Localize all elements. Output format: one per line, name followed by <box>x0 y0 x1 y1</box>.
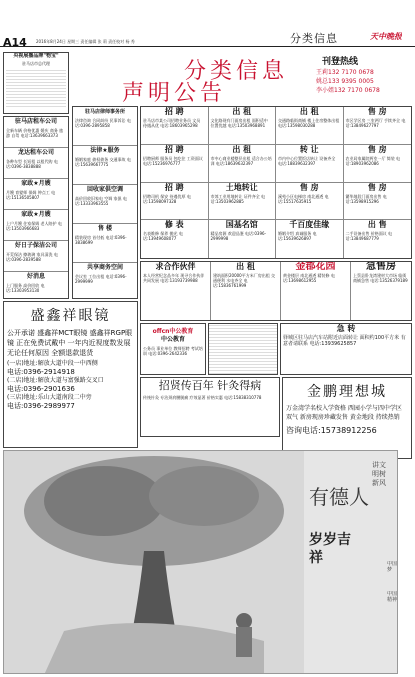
row5-ad-body: 上蔡县卧龙湾建材大市场 临街商铺急售 电话:13526379189 <box>353 273 408 283</box>
grid-ad-body: 招聘司机 保安 待遇优厚 电话:13598097328 <box>143 193 191 204</box>
mid-ad-body: 法律咨询 合同纠纷 民事诉讼 电话:0396-2895858 <box>75 118 131 128</box>
branch-1-phone: 电话:0396-2914918 <box>7 368 75 376</box>
left-ad-body: 月嫂 育婴师 保姆 钟点工 电话:15136505807 <box>6 190 56 200</box>
grid-ad-title: 出 售 <box>367 220 387 230</box>
promo-title: 央视展播品牌"物宝" <box>13 53 59 59</box>
phone-2: 姚总133 9395 0005 <box>316 78 374 85</box>
date-line: 2016年8月24日 星期三 责任编辑 张 莉 责任校对 杨 秀 <box>36 39 135 44</box>
mid-left-column <box>72 106 138 299</box>
left-ad-title: 好日子保洁公司 <box>14 242 57 249</box>
phone-1: 王莉132 7170 0678 <box>316 69 374 76</box>
mid-ad-title: 回收家俱空调 <box>86 186 123 193</box>
promo-subtitle: 驻马店市总代理 <box>22 61 50 66</box>
tree-artwork <box>4 451 304 674</box>
left-ad-body: 上门服务 高价回收 电话:13303953130 <box>6 283 45 293</box>
row5-ad-title: 急售房 <box>366 261 396 272</box>
mid-ad-body: 高价回收旧家电 空调 家俱 电话:13333963555 <box>75 196 127 206</box>
offcn-logo: offcn中公教育 <box>152 328 194 335</box>
grid-ad <box>276 107 344 145</box>
grid-ad-body: 二手设备出售 价格面议 电话:13849687779 <box>345 231 393 242</box>
grid-ad-title: 售 房 <box>367 107 387 116</box>
mid-ad-title: 法律★服务 <box>90 147 120 154</box>
left-ad-body: 上户月嫂 住家保姆 老人陪护 电话:13503966683 <box>6 221 62 231</box>
grid-ad-body: 交通路临街商铺 楼上住房整体出租 电话:13598030288 <box>278 118 340 128</box>
row5-ad-body: 黄金楼层 南北通透 精装修 电话:13698612955 <box>283 273 335 283</box>
grid-ad-body: 市中心商业楼整层出租 适合办公培训 电话:18639632397 <box>210 155 272 166</box>
grid-ad-body: 婚姻介绍 真诚服务 电话:15639626897 <box>278 231 317 242</box>
left-ad <box>4 117 68 148</box>
grid-ad <box>276 183 344 221</box>
grid-ad-body: 溪苑小区电梯房 南北通透 电话:15517635915 <box>278 193 329 204</box>
art-side-small2: 中国精神 <box>387 591 397 603</box>
grid-ad-body: 繁华地段门面房出售 电话:13598915296 <box>345 193 387 204</box>
glasses-body: 公开承诺 盛鑫祥MCT眼镜 盛鑫祥RGP眼镜 正在免费试戴中 一年内近视度数发展无论任何原因 全额退款退货 <box>7 329 133 357</box>
grid-ad-body: 农业局家属院两室一厅 简装 电话:18903962086 <box>345 155 401 166</box>
grid-ad <box>209 145 277 183</box>
real-estate-phone: 15738912256 <box>320 426 377 435</box>
left-column <box>3 116 69 299</box>
row5-ad <box>281 262 351 320</box>
left-ad-title: 好消息 <box>26 273 45 280</box>
section-number: A14 <box>3 36 27 46</box>
grid-ad <box>344 107 412 145</box>
art-image <box>3 450 398 674</box>
left-ad-body: 开荒保洁 擦玻璃 家具清洗 电话:0396-2839588 <box>6 252 58 262</box>
left-ad-title: 驻马店租车公司 <box>14 118 57 125</box>
art-side-small: 中国梦 <box>387 561 397 573</box>
mid-ad-title: 共享商务空间 <box>86 264 123 271</box>
header-rule <box>0 46 415 47</box>
grid-ad <box>209 183 277 221</box>
grid-ad-body: 精品房源 欢迎品鉴 电话:0396-2999998 <box>210 231 267 242</box>
left-ad-body: 各种车型 长短租 以租代购 电话:0396-3838888 <box>6 159 58 169</box>
grid-ad <box>209 220 277 258</box>
branch-3: (三店)地址:乐山大道南段二中旁 <box>7 394 92 401</box>
grid-ad <box>344 145 412 183</box>
real-estate-title: 金鹏理想城 <box>307 384 387 400</box>
grid-ad-title: 土地转让 <box>225 182 258 192</box>
glasses-ad <box>3 301 138 448</box>
real-estate-body: 万金湾学名校入学资格 西园小学与四中学区 双气 新房现房珍藏发售 黄金地段 持续热销 <box>286 405 402 421</box>
offcn-title: 中公教育 <box>160 336 185 343</box>
grid-ad <box>141 107 209 145</box>
grid-ad-body: 名表维修 保养 抛光 电话:13949608077 <box>143 231 183 242</box>
left-ad <box>4 241 68 272</box>
offcn-ad <box>140 323 206 375</box>
grid-ad <box>276 145 344 183</box>
mid-ad <box>73 185 137 224</box>
grid-ad <box>344 220 412 258</box>
row5-ad <box>351 262 411 320</box>
grid-ad-title: 招 聘 <box>164 107 184 116</box>
branch-1: (一店)地址:解放大道中段一中西侧 <box>7 360 98 367</box>
left-ad <box>4 272 68 299</box>
row5-ad-body: 建筑面积20000平方米厂房出租 交通便利 水电齐全 电话:15836761999 <box>213 273 275 288</box>
row5-ad-body: 本人经营纪念品多年 现寻合作伙伴 共同发展 电话:13193739988 <box>143 273 205 283</box>
glasses-title: 盛鑫祥眼镜 <box>30 308 111 324</box>
row5 <box>140 261 412 321</box>
grid-ad-body: 文化路现有门面房出租 面积适中 位置优越 电话:13503968891 <box>210 118 268 128</box>
grid-ad-title: 售 房 <box>367 144 387 154</box>
banner-line1: 分类信息 <box>184 59 289 84</box>
grid-ad-title: 修 表 <box>164 220 184 230</box>
grid-ad-body: 市郊工业用地转让 证件齐全 电话:13503962885 <box>210 193 266 204</box>
left-ad <box>4 210 68 241</box>
left-ad-title: 龙达租车公司 <box>17 149 54 156</box>
grid-ad-body: 市区学区房 三室两厅 手续齐全 电话:13849627797 <box>345 118 406 128</box>
left-ad-body: 全新车辆 价格优惠 婚庆 商务 旅游 自驾 电话:13639663373 <box>6 128 64 138</box>
row5-ad-title: 金郡花园 <box>295 261 336 272</box>
transfer-title: 急 转 <box>336 324 356 333</box>
grid-ad-title: 出 租 <box>232 144 252 154</box>
promo-text-block <box>6 69 66 107</box>
brand-promo <box>3 52 69 114</box>
grid-ad-title: 出 租 <box>232 107 252 116</box>
classified-grid <box>140 106 412 259</box>
notice-ad <box>140 377 280 437</box>
grid-ad-title: 转 让 <box>299 144 319 154</box>
offcn-body: 公务员 事业单位 教师招聘 考试培训 电话:0396-2642336 <box>143 346 203 356</box>
branch-3-phone: 电话:0396-2989977 <box>7 402 75 410</box>
mid-small-ad <box>208 323 278 375</box>
mid-ad <box>73 224 137 263</box>
newspaper-logo: 天中晚报 <box>370 32 402 41</box>
phone-label: 刊登热线 <box>322 57 359 67</box>
row5-ad <box>141 262 211 320</box>
banner <box>72 52 412 104</box>
row5-ad-title: 求合作伙伴 <box>155 262 196 271</box>
mid-ad-title: 售 楼 <box>97 225 113 232</box>
mid-ad-body: 会议室 工位出租 电话:0396-2999999 <box>75 274 127 284</box>
grid-ad-body: 市内中心位置饭店转让 设备齐全 电话:18839632397 <box>278 155 336 166</box>
grid-ad <box>209 107 277 145</box>
grid-ad <box>276 220 344 258</box>
grid-ad-title: 招 聘 <box>164 182 184 192</box>
mid-ad-body: 精装现房 首付低 电话:0396-3838699 <box>75 235 127 245</box>
grid-ad-title: 出 租 <box>299 107 319 116</box>
grid-ad <box>141 145 209 183</box>
notice-body: 传统针灸 专治颈肩腰腿痛 疗效显著 价格实惠 电话:15838310778 <box>143 395 262 400</box>
banner-line2: 声明公告 <box>122 81 227 104</box>
grid-ad <box>141 183 209 221</box>
mid-ad <box>73 107 137 146</box>
notice-title: 招贤传百年 针灸得病 <box>158 379 262 392</box>
branch-2: (二店)地址:解放大道与富强路交叉口 <box>7 377 104 384</box>
grid-ad-body: 招聘厨师 服务员 包吃住 工资面议 电话:15236976777 <box>143 155 203 166</box>
phone-3: 李小姐132 7170 0678 <box>316 87 380 94</box>
mid-ad-title: 驻马店律师事务所 <box>84 109 125 115</box>
left-ad <box>4 179 68 210</box>
left-ad-title: 家政★月嫂 <box>21 211 51 218</box>
left-ad <box>4 148 68 179</box>
grid-ad-title: 售 房 <box>299 182 319 192</box>
grid-ad <box>141 220 209 258</box>
branch-2-phone: 电话:0396-2901636 <box>7 385 75 393</box>
category-title: 分类信息 <box>290 32 338 45</box>
real-estate-ad <box>282 377 412 459</box>
mid-ad-body: 婚姻家庭 债权债务 交通事故 电话:15639667775 <box>75 157 131 167</box>
grid-ad-title: 国基名馆 <box>225 220 258 230</box>
grid-ad-title: 售 房 <box>367 182 387 192</box>
grid-ad-title: 招 聘 <box>164 144 184 154</box>
mid-ad <box>73 146 137 185</box>
grid-ad <box>344 183 412 221</box>
transfer-ad <box>280 323 412 375</box>
real-estate-phone-label: 咨询电话: <box>286 426 321 435</box>
art-side-title: 讲文明树新风 <box>372 461 386 487</box>
left-ad-title: 家政★月嫂 <box>21 180 51 187</box>
transfer-body: 驿城区驻马店汽车站附近店面转让 面积约100平方米 有意者请联系 电话:13939625857 <box>283 335 406 347</box>
art-text-main: 有德人 <box>309 485 369 509</box>
art-text-sub: 岁岁吉祥 <box>309 532 351 566</box>
row5-ad-title: 出 租 <box>236 262 255 271</box>
page-header <box>0 0 415 46</box>
row5-ad <box>211 262 281 320</box>
grid-ad-body: 驻马店市某公司招聘业务员 文员 待遇从优 电话:18603965298 <box>143 118 201 128</box>
grid-ad-title: 千百度佳缘 <box>289 220 330 230</box>
mid-ad <box>73 263 137 299</box>
